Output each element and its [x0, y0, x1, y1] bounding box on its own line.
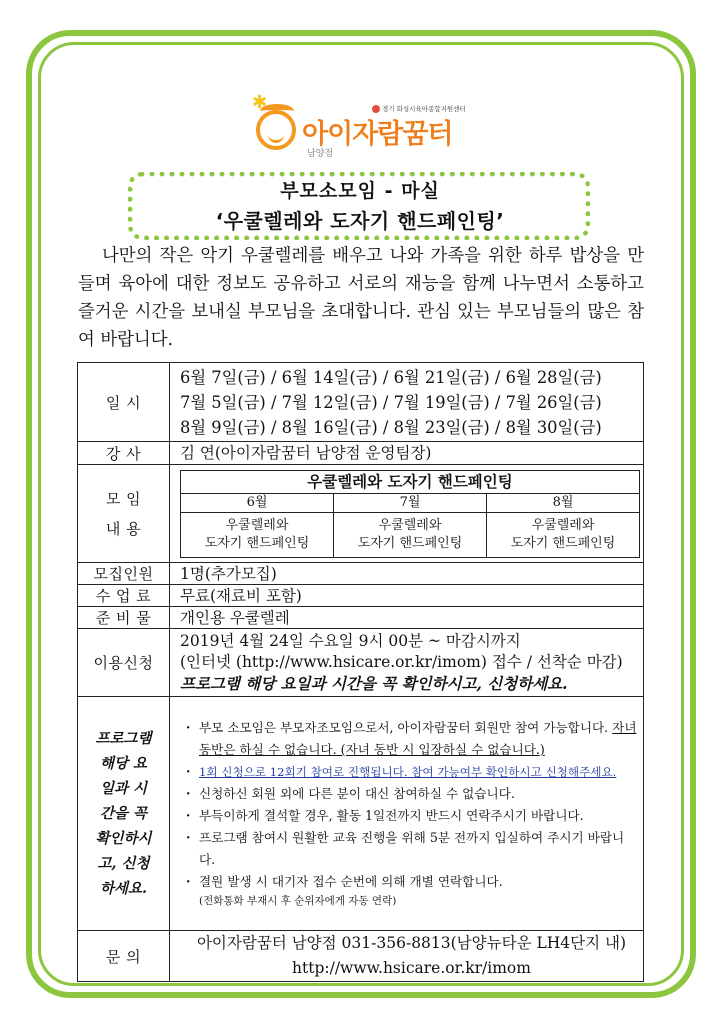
recruit-row: [78, 563, 644, 585]
content-table-title: 우쿨렐레와 도자기 핸드페인팅: [181, 470, 640, 493]
instructor-row: [78, 442, 644, 465]
recruit-label: 모집인원: [78, 563, 170, 585]
note-item-arrival: · 프로그램 참여시 원활한 교육 진행을 위해 5분 전까지 입실하여 주시기 바랍니다.: [186, 827, 637, 871]
contact-url[interactable]: http://www.hsicare.or.kr/imom: [292, 959, 531, 977]
schedule-label: 일 시: [78, 363, 170, 442]
month-header-august: 8월: [487, 493, 640, 512]
program-content-table: [180, 470, 640, 558]
notes-label-line: 고, 신청: [97, 855, 150, 872]
notes-label-line: 일과 시: [99, 780, 148, 797]
note-sessions-text: 1회 신청으로 12회기 참여로 진행됩니다. 참여 가능여부 확인하시고 신청해주세요.: [199, 765, 617, 779]
logo-branch: 남양점: [307, 149, 334, 159]
prep-value: 개인용 우쿨렐레: [170, 607, 644, 629]
apply-period: 2019년 4월 24일 수요일 9시 00분 ~ 마감시까지: [180, 632, 521, 650]
content-cell-line1: 우쿨렐레와: [225, 517, 289, 533]
content-cell-line2: 도자기 핸드페인팅: [204, 535, 310, 551]
contact-phone: 아이자람꿈터 남양점 031-356-8813(남양뉴타운 LH4단지 내): [196, 934, 627, 952]
instructor-value: 김 연(아이자람꿈터 남양점 운영팀장): [170, 442, 644, 465]
apply-method: (인터넷 (http://www.hsicare.or.kr/imom) 접수 / 선착순 마감): [180, 653, 623, 671]
apply-label: 이용신청: [78, 629, 170, 697]
notes-label-line: 해당 요: [99, 755, 148, 772]
notes-label: [78, 697, 170, 931]
fee-value: 무료(재료비 포함): [170, 585, 644, 607]
month-header-june: 6월: [181, 493, 334, 512]
notes-label-line: 프로그램: [95, 730, 152, 747]
recruit-value: 1명(추가모집): [170, 563, 644, 585]
note-item-absence: · 부득이하게 결석할 경우, 활동 1일전까지 반드시 연락주시기 바랍니다.: [186, 805, 637, 827]
schedule-value: [170, 363, 644, 442]
schedule-august: 8월 9일(금) / 8월 16일(금) / 8월 23일(금) / 8월 30일(금): [180, 418, 602, 437]
logo-org-text: 경기 화성시육아종합지원센터: [382, 105, 466, 113]
content-cell-july: [334, 512, 487, 557]
content-cell-line2: 도자기 핸드페인팅: [510, 535, 616, 551]
schedule-row: [78, 363, 644, 442]
content-label-line1: 모 임: [105, 489, 142, 508]
note-item-membership: [186, 717, 637, 761]
intro-paragraph: 나만의 작은 악기 우쿨렐레를 배우고 나와 가족을 위한 하루 밥상을 만들며 육아에 대한 정보도 공유하고 서로의 재능을 함께 나누면서 소통하고 즐거운 시간을 보내실 부모님을 초대합니다. 관심 있는 부모님들의 많은 참여 바랍니다.: [78, 246, 644, 350]
note-waitlist-sub: (전화통화 부재시 후 순위자에게 자동 연락): [199, 895, 397, 907]
notes-label-line: 간을 꼭: [99, 805, 148, 822]
schedule-june: 6월 7일(금) / 6월 14일(금) / 6월 21일(금) / 6월 28일(금): [180, 368, 602, 387]
contact-label: 문 의: [78, 931, 170, 982]
instructor-label: 강 사: [78, 442, 170, 465]
apply-row: [78, 629, 644, 697]
content-label: [78, 465, 170, 563]
content-cell-line1: 우쿨렐레와: [378, 517, 442, 533]
fee-label: 수 업 료: [78, 585, 170, 607]
apply-value: [170, 629, 644, 697]
note-membership-text: 부모 소모임은 부모자조모임으로서, 아이자람꿈터 회원만 참여 가능합니다.: [199, 720, 613, 735]
content-row: [78, 465, 644, 563]
notes-label-line: 하세요.: [99, 880, 148, 897]
content-cell-june: [181, 512, 334, 557]
prep-row: [78, 607, 644, 629]
notes-label-line: 확인하시: [95, 830, 152, 847]
note-item-waitlist: [186, 871, 637, 910]
notes-list: [170, 697, 644, 931]
contact-row: [78, 931, 644, 982]
schedule-july: 7월 5일(금) / 7월 12일(금) / 7월 19일(금) / 7월 26일(금): [180, 393, 602, 412]
prep-label: 준 비 물: [78, 607, 170, 629]
content-cell-august: [487, 512, 640, 557]
content-cell-line1: 우쿨렐레와: [531, 517, 595, 533]
note-item-sessions: [186, 761, 637, 783]
smiling-face-icon: [256, 110, 296, 150]
content-cell-line2: 도자기 핸드페인팅: [357, 535, 463, 551]
apply-reminder: 프로그램 해당 요일과 시간을 꼭 확인하시고, 신청하세요.: [180, 674, 568, 693]
contact-value: [170, 931, 644, 982]
month-header-july: 7월: [334, 493, 487, 512]
note-item-no-substitute: · 신청하신 회원 외에 다른 분이 대신 참여하실 수 없습니다.: [186, 783, 637, 805]
content-label-line2: 내 용: [105, 519, 142, 538]
content-value: [170, 465, 644, 563]
brand-logo: [252, 92, 482, 160]
note-no-children-text: 자녀 동반은 하실 수 없습니다. (자녀 동반 시 입장하실 수 없습니다.): [199, 720, 637, 757]
page-title: 부모소모임 - 마실: [280, 180, 440, 202]
note-waitlist-text: 결원 발생 시 대기자 접수 순번에 의해 개별 연락합니다.: [199, 874, 503, 889]
logo-name: 아이자람꿈터: [302, 119, 453, 150]
fee-row: [78, 585, 644, 607]
page-subtitle: ‘우쿨렐레와 도자기 핸드페인팅’: [215, 209, 505, 233]
star-icon: ✱: [252, 92, 268, 113]
program-info-table: [77, 362, 644, 982]
notes-row: [78, 697, 644, 931]
